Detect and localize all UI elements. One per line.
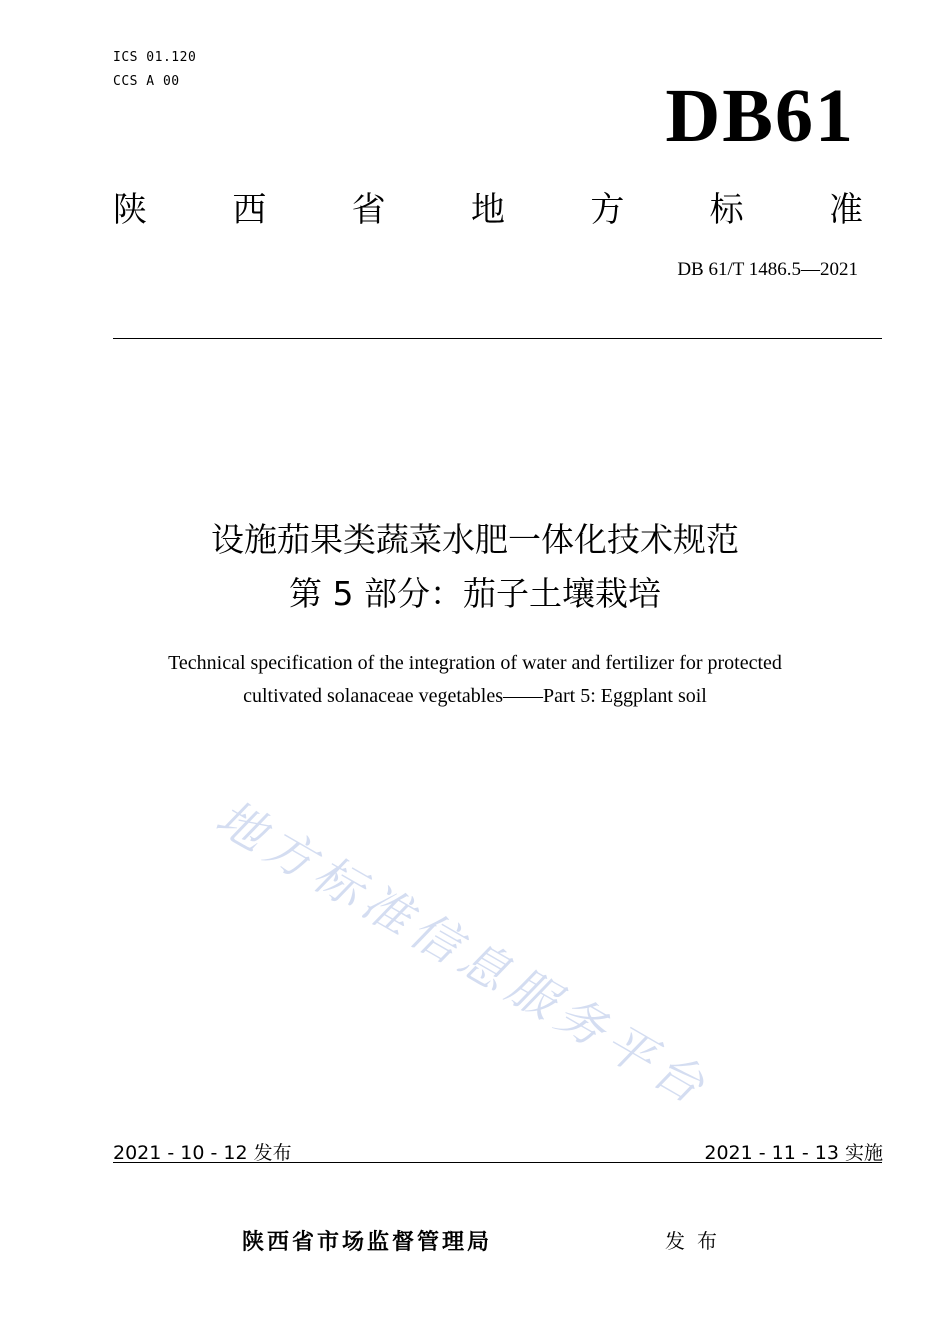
standard-type <box>113 186 863 234</box>
title-zh-line1: 设施茄果类蔬菜水肥一体化技术规范 <box>211 520 739 559</box>
standard-type-char: 西 <box>232 190 267 230</box>
watermark: 地方标准信息服务平台 <box>206 789 720 1119</box>
title-en-line2: cultivated solanaceae vegetables——Part 5: Eggplant soil <box>243 685 707 707</box>
issuing-authority: 陕西省市场监督管理局 <box>242 1230 493 1255</box>
standard-type-char: 陕 <box>113 190 147 230</box>
standard-type-char: 方 <box>590 190 625 230</box>
standard-number: DB 61/T 1486.5—2021 <box>677 259 858 280</box>
title-en-line1: Technical specification of the integration of water and fertilizer for protected <box>168 652 782 674</box>
standard-logo: DB61 <box>665 74 855 158</box>
ics-code: ICS 01.120 <box>113 50 197 65</box>
standard-type-char: 地 <box>470 190 505 230</box>
top-divider <box>113 338 882 339</box>
publish-label: 发布 <box>665 1229 729 1253</box>
standard-type-char: 省 <box>351 190 386 230</box>
title-zh-line2: 第 5 部分：茄子土壤栽培 <box>289 574 661 613</box>
bottom-divider <box>113 1162 882 1163</box>
issue-date: 2021 - 10 - 12 发布 <box>113 1142 292 1164</box>
implementation-date: 2021 - 11 - 13 实施 <box>704 1142 883 1164</box>
standard-type-char: 标 <box>709 190 744 230</box>
ccs-code: CCS A 00 <box>113 74 180 89</box>
standard-type-char: 准 <box>828 190 863 230</box>
